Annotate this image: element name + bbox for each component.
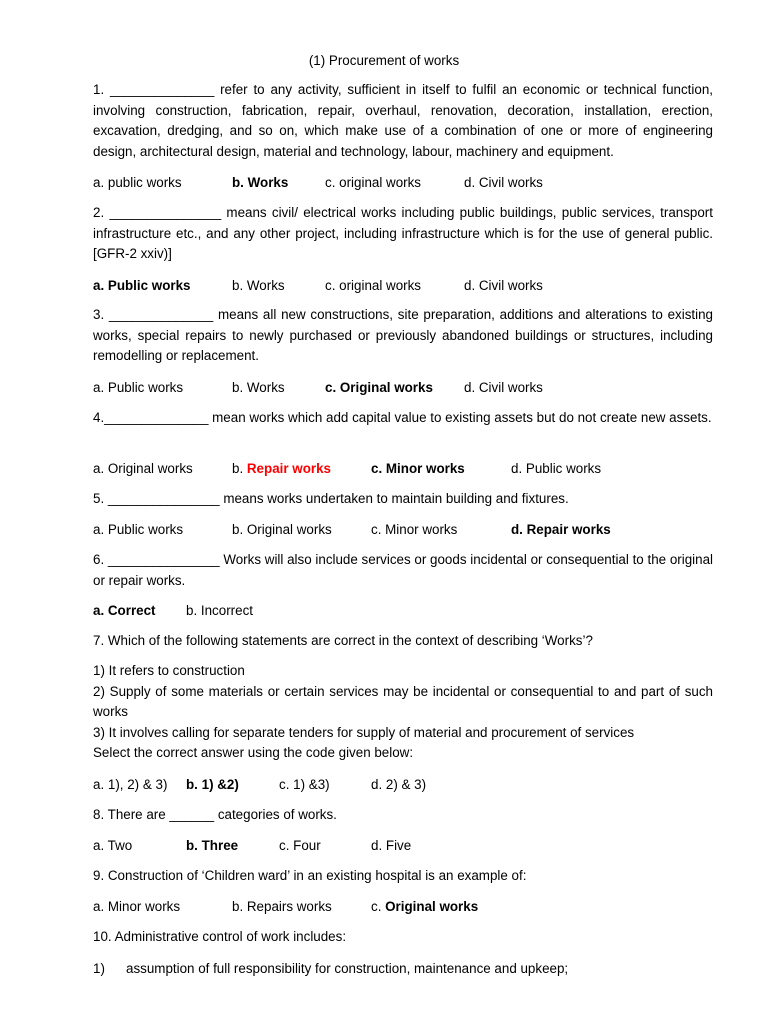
- question-10-text: 10. Administrative control of work includes:: [93, 929, 347, 944]
- question-2-text: 2. _______________ means civil/ electrical works including public buildings, public services, transport infrastructure etc., and any other project, including infrastructure which is for the use of general public. [GFR-2 xxiv)]: [93, 205, 713, 262]
- q7-option-a: a. 1), 2) & 3): [93, 777, 168, 792]
- question-9-options: [93, 898, 713, 916]
- q6-option-a-answer: a. Correct: [93, 603, 156, 618]
- q7-option-c: c. 1) &3): [279, 777, 330, 792]
- question-8-options: [93, 837, 713, 855]
- q8-option-b-answer: b. Three: [186, 838, 239, 853]
- q3-option-b: b. Works: [232, 380, 285, 395]
- q10-item-1-number: 1): [93, 961, 105, 976]
- q2-option-d: d. Civil works: [464, 278, 543, 293]
- question-1-options: [93, 174, 713, 192]
- q5-option-d-answer: d. Repair works: [511, 522, 611, 537]
- q2-option-c: c. original works: [325, 278, 421, 293]
- q9-option-a: a. Minor works: [93, 899, 181, 914]
- question-5-options: [93, 521, 713, 539]
- q2-option-a-answer: a. Public works: [93, 278, 191, 293]
- question-3-text: 3. ______________ means all new constructions, site preparation, additions and alterations to existing works, special repairs to newly purchased or previously abandoned buildings or structures, including remodelling or replacement.: [93, 307, 713, 364]
- q5-option-c: c. Minor works: [371, 522, 458, 537]
- question-4-text: 4.______________ mean works which add capital value to existing assets but do not create new assets.: [93, 410, 712, 425]
- question-1-text: 1. ______________ refer to any activity, sufficient in itself to fulfil an economic or technical function, involving construction, fabrication, repair, overhaul, renovation, decoration, installation, erection, excavation, dredging, and so on, which make use of a combination of one or more of engineering design, architectural design, material and technology, labour, machinery and equipment.: [93, 82, 713, 159]
- question-9-text: 9. Construction of ‘Children ward’ in an existing hospital is an example of:: [93, 868, 527, 883]
- q7-statement-2: 2) Supply of some materials or certain services may be incidental or consequential to and part of such works: [93, 683, 713, 720]
- q6-option-b: b. Incorrect: [186, 603, 253, 618]
- question-4-options: [93, 460, 713, 478]
- q7-option-d: d. 2) & 3): [371, 777, 427, 792]
- question-8-text: 8. There are ______ categories of works.: [93, 807, 337, 822]
- q7-statement-3: 3) It involves calling for separate tenders for supply of material and procurement of services: [93, 724, 635, 740]
- question-6-options: [93, 602, 713, 620]
- q3-option-c-answer: c. Original works: [325, 380, 433, 395]
- q1-option-c: c. original works: [325, 175, 421, 190]
- q4-option-c: c. Minor works: [371, 461, 465, 476]
- q7-option-b-answer: b. 1) &2): [186, 777, 239, 792]
- q1-option-d: d. Civil works: [464, 175, 543, 190]
- question-3-options: [93, 379, 713, 397]
- q3-option-a: a. Public works: [93, 380, 184, 395]
- q8-option-c: c. Four: [279, 838, 321, 853]
- q2-option-b: b. Works: [232, 278, 285, 293]
- q1-option-b-answer: b. Works: [232, 175, 289, 190]
- q10-item-1: [0, 959, 768, 979]
- q10-item-1-text: assumption of full responsibility for construction, maintenance and upkeep;: [126, 961, 569, 976]
- question-7-options: [93, 776, 713, 794]
- q4-option-d: d. Public works: [511, 461, 602, 476]
- q1-option-a: a. public works: [93, 175, 182, 190]
- question-6-text: 6. _______________ Works will also include services or goods incidental or consequential to the original or repair works.: [93, 552, 713, 588]
- q5-option-a: a. Public works: [93, 522, 184, 537]
- q5-option-b: b. Original works: [232, 522, 332, 537]
- q7-instruction: Select the correct answer using the code given below:: [93, 745, 414, 761]
- q9-option-b: b. Repairs works: [232, 899, 332, 914]
- question-7-statements: [93, 661, 713, 764]
- q3-option-d: d. Civil works: [464, 380, 543, 395]
- page-title: (1) Procurement of works: [308, 53, 460, 68]
- question-5-text: 5. _______________ means works undertaken to maintain building and fixtures.: [93, 491, 569, 506]
- q7-statement-1: 1) It refers to construction: [93, 663, 245, 678]
- q4-option-b-answer: b. Repair works: [232, 461, 331, 476]
- q4-option-a: a. Original works: [93, 461, 193, 476]
- q8-option-d: d. Five: [371, 838, 412, 853]
- q8-option-a: a. Two: [93, 838, 133, 853]
- q9-option-c-answer: c. Original works: [371, 899, 479, 914]
- question-7-text: 7. Which of the following statements are correct in the context of describing ‘Works’?: [93, 633, 593, 648]
- question-2-options: [93, 277, 713, 295]
